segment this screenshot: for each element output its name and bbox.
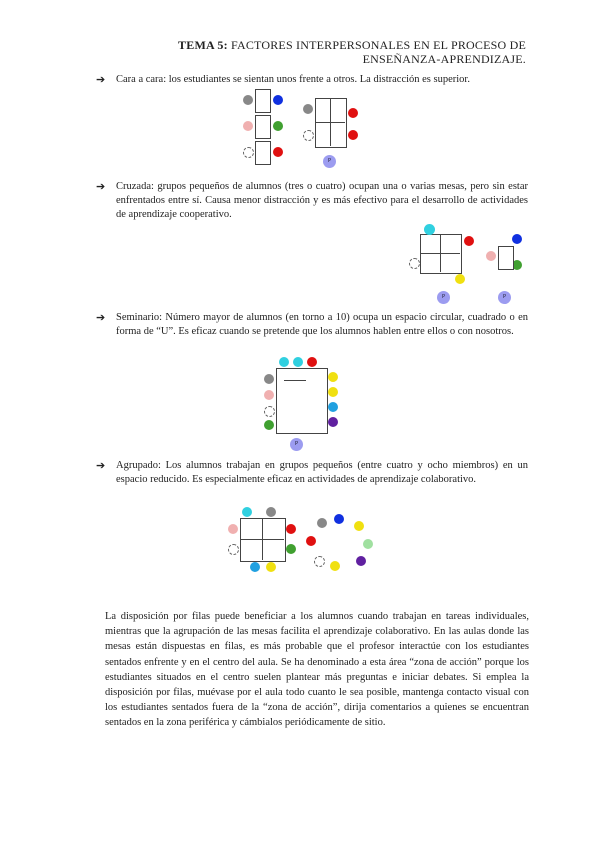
teacher-icon: P [290,438,303,451]
student-gray [266,507,276,517]
arrow-icon: ➔ [96,312,106,324]
student-empty [264,406,275,417]
student-green [286,544,296,554]
student-pink [228,524,238,534]
student-yellow [455,274,465,284]
item-text: Agrupado: Los alumnos trabajan en grupos pequeños (entre cuatro y ocho miembros) en un espacio reducido. Es especialmente eficaz en actividades de aprendizaje colaborativo. [116,460,528,485]
student-cyan [424,224,435,235]
student-yellow [330,561,340,571]
student-gray [264,374,274,384]
student-cyan [279,357,289,367]
student-yellow [266,562,276,572]
student-yellow [328,372,338,382]
student-blue [273,95,283,105]
list-item-agrupado [96,459,528,487]
body-paragraph: La disposición por filas puede beneficiar a los alumnos cuando trabajan en tareas individuales, mientras que la agrupación de las mesas facilita el aprendizaje colaborativo. En las aulas donde las mesas están dispuestas en filas, es más probable que el profesor interactúe con los estudiantes sentados enfrente y en el centro del aula. Se ha denominado a esta área “zona de acción” porque los estudiantes situados en el centro suelen plantear más preguntas e iniciar debates. Si emplea la disposición por filas, muévase por el aula todo cuanto le sea posible, mantenga contacto visual con los estudiantes sentados fuera de la “zona de acción”, dirija comentarios a quienes se encuentran sentados en la zona periférica y cámbialos periódicamente de sitio. [105,611,529,729]
item-text: Cruzada: grupos pequeños de alumnos (tres o cuatro) ocupan una o varias mesas, pero sin estar enfrentados entre sí. Causa menor distracción y es más efectivo para el desarrollo de actividades de aprendizaje cooperativo. [116,181,528,220]
item-text: Seminario: Número mayor de alumnos (en torno a 10) ocupa un espacio circular, cuadrado o en forma de “U”. Es eficaz cuando se pretende que los alumnos hablen entre ellos o con nosotros. [116,312,528,337]
student-pink [243,121,253,131]
diagram-agrupado [222,504,382,584]
student-gray [317,518,327,528]
student-red [306,536,316,546]
student-empty [409,258,420,269]
student-empty [303,130,314,141]
diagram-cara-a-cara [235,86,365,171]
student-blue [512,234,522,244]
student-cyan [242,507,252,517]
header-title-line2: ENSEÑANZA-APRENDIZAJE. [362,52,526,66]
student-green [264,420,274,430]
student-gray [243,95,253,105]
page-header [106,38,526,66]
arrow-icon: ➔ [96,74,106,86]
student-red [273,147,283,157]
student-red [348,108,358,118]
student-pink [264,390,274,400]
list-item-seminario [96,311,528,339]
student-red [348,130,358,140]
student-purple [328,417,338,427]
item-text: Cara a cara: los estudiantes se sientan unos frente a otros. La distracción es superior. [116,74,470,85]
diagram-cruzada [400,222,530,307]
student-gray [303,104,313,114]
arrow-icon: ➔ [96,460,106,472]
student-purple [356,556,366,566]
student-blue [334,514,344,524]
student-sky [250,562,260,572]
teacher-icon: P [437,291,450,304]
arrow-icon: ➔ [96,181,106,193]
student-red [464,236,474,246]
teacher-icon: P [323,155,336,168]
list-item-cara-a-cara [96,73,528,87]
student-empty [314,556,325,567]
diagram-seminario [258,354,348,454]
student-sky [328,402,338,412]
list-item-cruzada [96,180,528,222]
student-mint [363,539,373,549]
student-yellow [328,387,338,397]
student-yellow [354,521,364,531]
teacher-icon: P [498,291,511,304]
student-empty [243,147,254,158]
student-green [273,121,283,131]
student-red [286,524,296,534]
student-empty [228,544,239,555]
student-pink [486,251,496,261]
student-red [307,357,317,367]
header-title-line1: FACTORES INTERPERSONALES EN EL PROCESO DE [227,38,526,52]
student-cyan [293,357,303,367]
topic-label: TEMA 5: [178,38,228,52]
